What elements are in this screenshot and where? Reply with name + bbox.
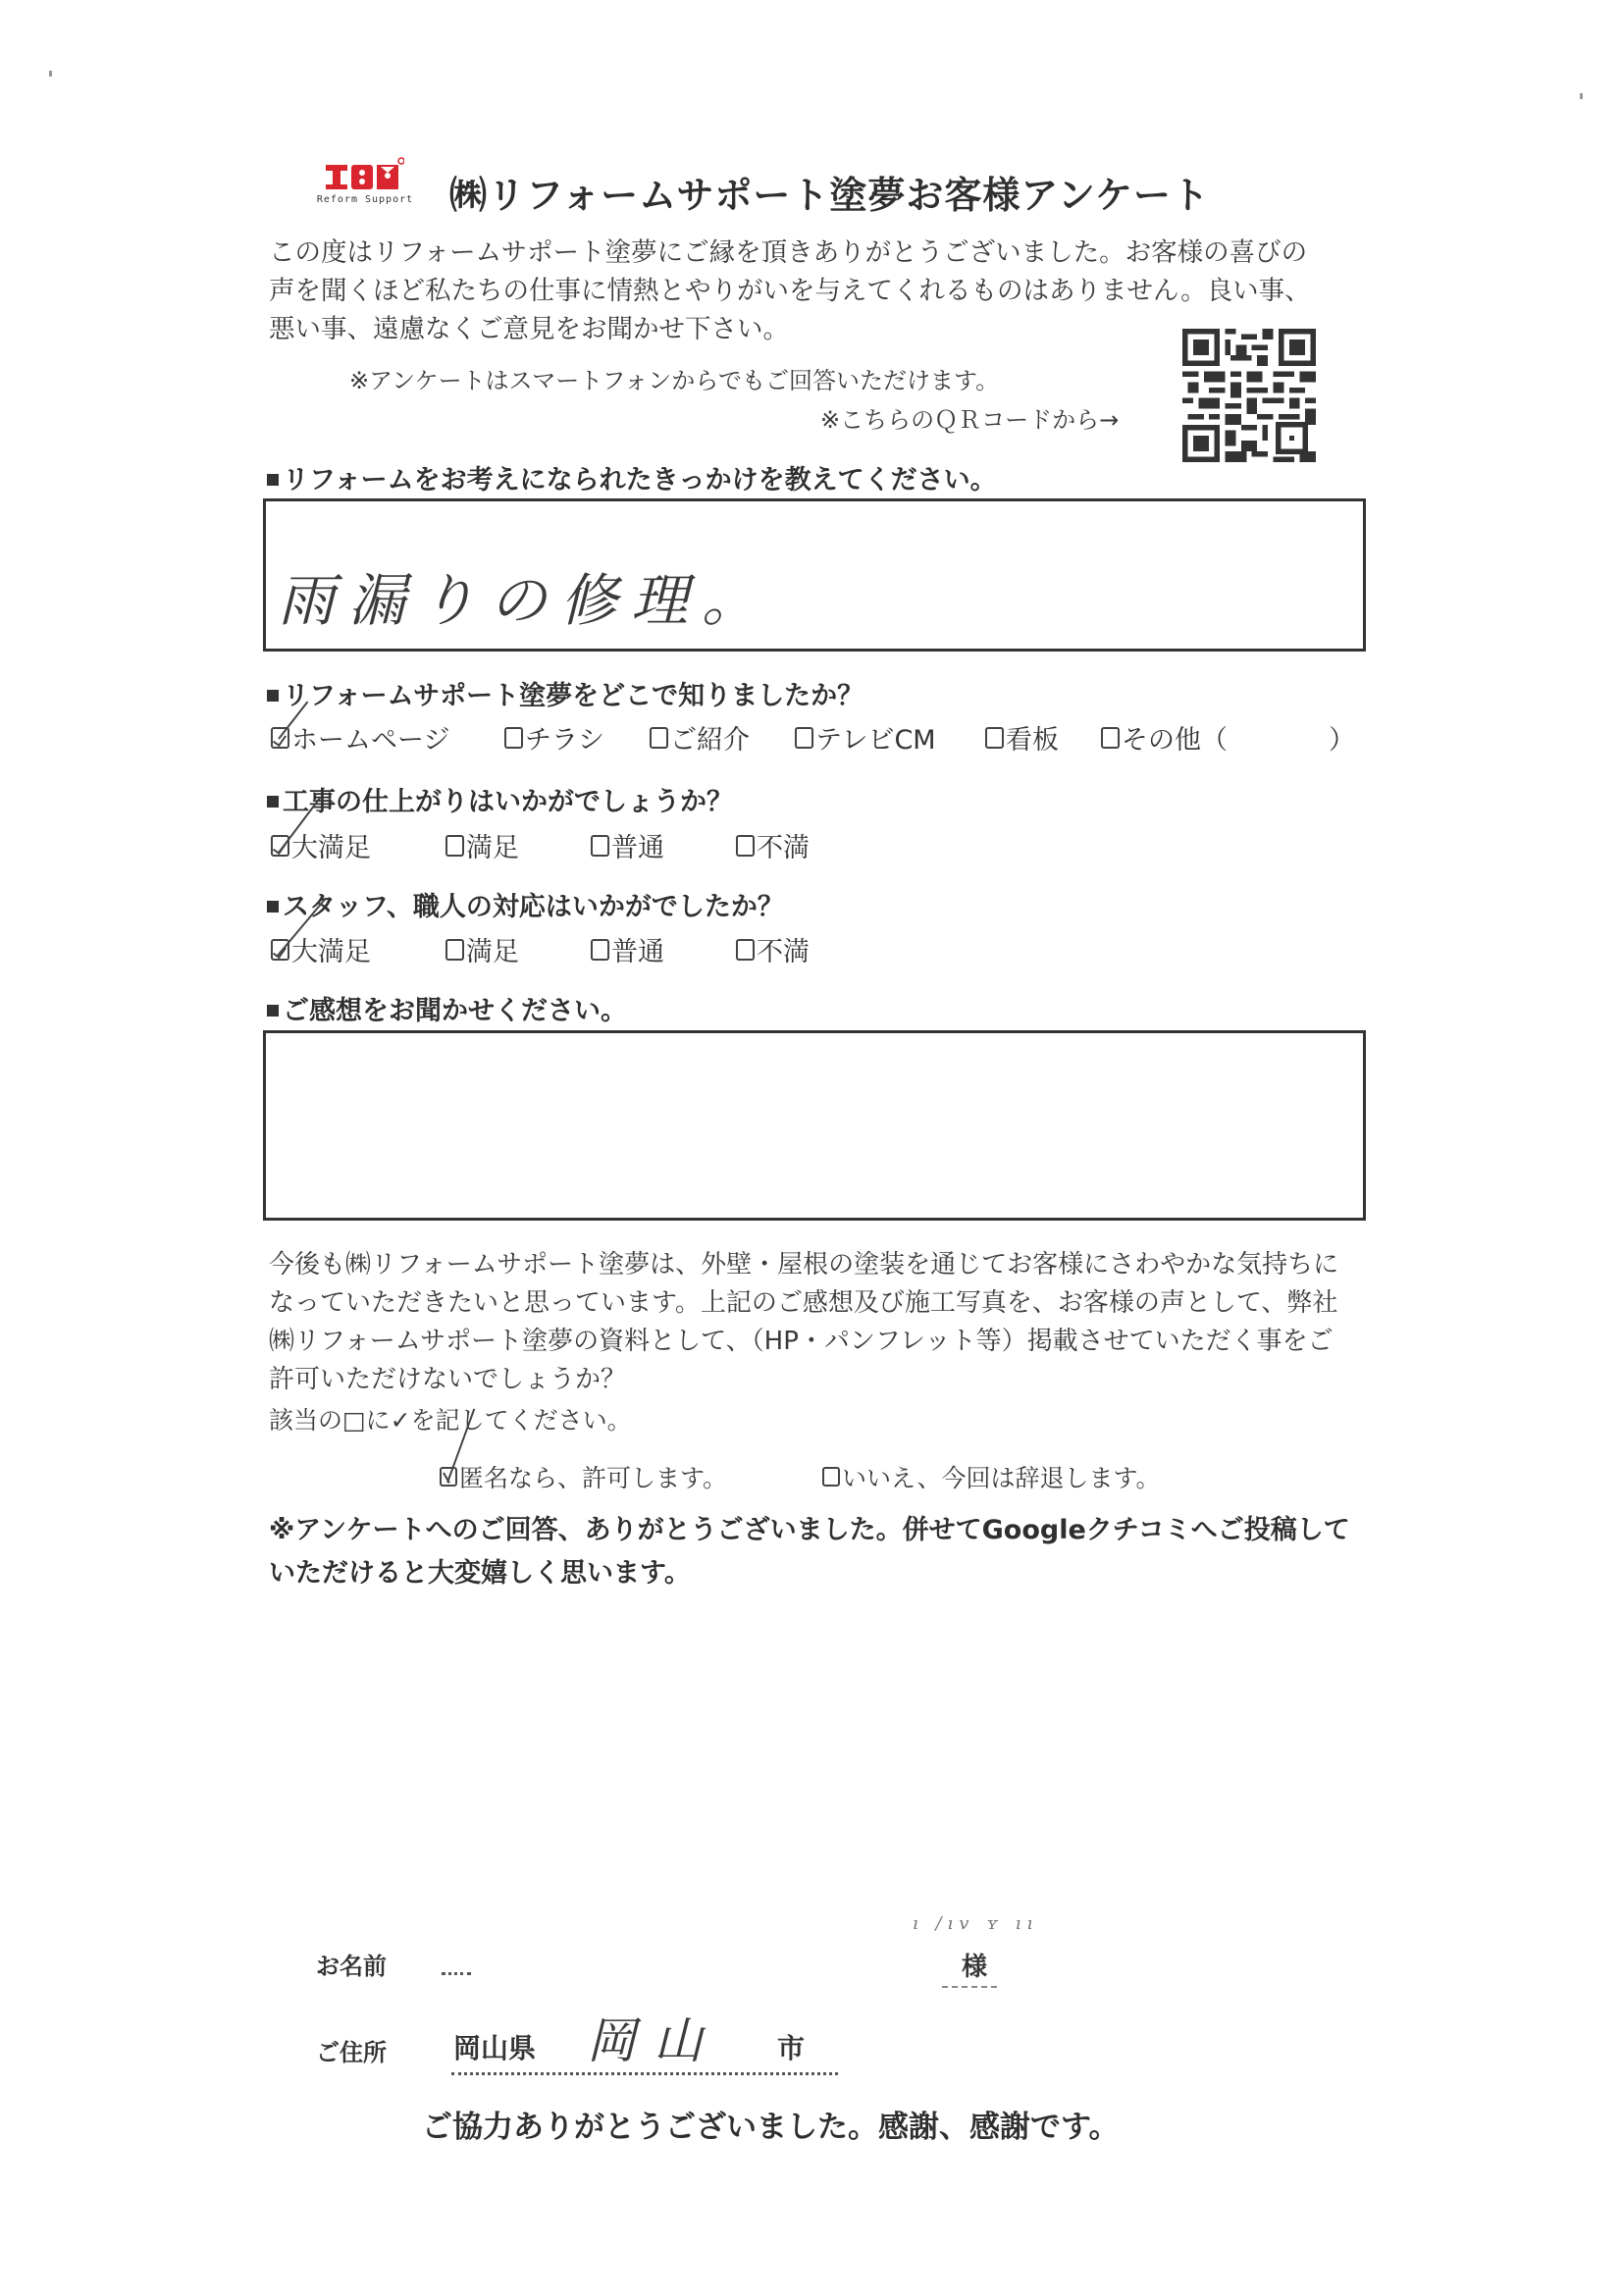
checkbox[interactable] — [445, 835, 464, 857]
q3-option-satisfied[interactable]: 満足 — [445, 826, 519, 864]
smartphone-note: ※アンケートはスマートフォンからでもご回答いただけます。 — [349, 367, 1000, 394]
q1-heading: リフォームをお考えになられたきっかけを教えてください。 — [267, 458, 997, 496]
address-prefecture: 岡山県 — [453, 2032, 537, 2064]
q2-options — [271, 718, 1370, 754]
checkbox[interactable] — [591, 939, 609, 961]
q4-options — [271, 930, 958, 965]
q5-answer-box[interactable] — [263, 1030, 1366, 1221]
footer-thanks: ご協力ありがとうございました。感謝、感謝です。 — [422, 2110, 1120, 2145]
address-underline — [451, 2072, 838, 2075]
checkbox[interactable] — [736, 939, 755, 961]
bullet-square-icon — [267, 901, 279, 913]
bullet-square-icon — [267, 1005, 279, 1017]
name-suffix-underline — [942, 1986, 997, 1988]
q2-option-flyer[interactable]: チラシ — [504, 718, 604, 757]
q5-heading: ご感想をお聞かせください。 — [267, 989, 627, 1027]
q2-option-tv-cm[interactable]: テレビCM — [795, 718, 936, 757]
checkbox[interactable] — [822, 1467, 840, 1487]
q4-option-average[interactable]: 普通 — [591, 930, 664, 968]
consent-instruction: 該当の□に✓を記してください。 — [269, 1406, 632, 1435]
q4-option-very-satisfied[interactable]: 大満足 — [271, 930, 371, 968]
q1-handwritten-answer: 雨漏りの修理。 — [278, 567, 773, 634]
q2-option-signboard[interactable]: 看板 — [985, 718, 1059, 757]
address-city-handwritten[interactable]: 岡山 — [587, 2012, 720, 2069]
q3-options — [271, 826, 958, 861]
qr-code-icon[interactable] — [1182, 329, 1316, 462]
address-label: ご住所 — [316, 2039, 387, 2066]
checkbox[interactable] — [591, 835, 609, 857]
checkbox[interactable] — [736, 835, 755, 857]
q4-heading: スタッフ、職人の対応はいかがでしたか？ — [267, 885, 784, 923]
checkbox[interactable] — [504, 727, 523, 749]
q2-option-referral[interactable]: ご紹介 — [650, 718, 750, 757]
bullet-square-icon — [267, 690, 279, 702]
checkbox[interactable] — [985, 727, 1004, 749]
address-city-suffix: 市 — [777, 2032, 806, 2064]
logo-text: Reform Support — [316, 194, 414, 205]
faint-handwriting-remnant: ı /ıv ʏ ıı — [913, 1913, 1039, 1934]
name-label: お名前 — [316, 1953, 387, 1980]
scan-speck — [1580, 93, 1583, 99]
checkbox[interactable] — [1101, 727, 1120, 749]
q1-answer-box[interactable] — [263, 498, 1366, 652]
q3-heading: 工事の仕上がりはいかがでしょうか？ — [267, 780, 733, 818]
bullet-square-icon — [267, 796, 279, 808]
logo-mark-icon — [324, 157, 404, 192]
page-title: ㈱リフォームサポート塗夢お客様アンケート — [449, 174, 1211, 217]
company-logo — [316, 157, 414, 216]
name-field[interactable] — [442, 1972, 471, 1975]
qr-note: ※こちらのＱＲコードから→ — [820, 406, 1120, 434]
q4-option-satisfied[interactable]: 満足 — [445, 930, 519, 968]
q3-option-very-satisfied[interactable]: 大満足 — [271, 826, 371, 864]
q3-option-dissatisfied[interactable]: 不満 — [736, 826, 810, 864]
name-underline — [442, 1972, 471, 1975]
consent-option-anonymous[interactable]: 匿名なら、許可します。 — [440, 1459, 727, 1494]
q2-option-homepage[interactable]: ホームページ — [271, 718, 449, 757]
scan-speck — [49, 71, 52, 77]
q4-option-dissatisfied[interactable]: 不満 — [736, 930, 810, 968]
q2-option-other[interactable]: その他（ — [1101, 718, 1228, 757]
q2-other-close-paren: ） — [1329, 725, 1355, 756]
checkbox[interactable] — [650, 727, 668, 749]
closing-note: ※アンケートへのご回答、ありがとうございました。併せてGoogleクチコミへご投稿していただけると大変嬉しく思います。 — [269, 1515, 1350, 1589]
consent-option-decline[interactable]: いいえ、今回は辞退します。 — [822, 1459, 1161, 1494]
checkbox-checked[interactable] — [271, 835, 289, 857]
intro-text: この度はリフォームサポート塗夢にご縁を頂きありがとうございました。お客様の喜びの声を聞くほど私たちの仕事に情熱とやりがいを与えてくれるものはありません。良い事、悪い事、遠慮なくご意見をお聞かせ下さい。 — [269, 237, 1311, 344]
q2-heading: リフォームサポート塗夢をどこで知りましたか？ — [267, 674, 863, 712]
checkbox[interactable] — [445, 939, 464, 961]
checkbox[interactable] — [795, 727, 813, 749]
consent-paragraph: 今後も㈱リフォームサポート塗夢は、外壁・屋根の塗装を通じてお客様にさわやかな気持ちになっていただきたいと思っています。上記のご感想及び施工写真を、お客様の声として、弊社㈱リフォームサポート塗夢の資料として、（HP・パンフレット等）掲載させていただく事をご許可いただけないでしょうか？ — [269, 1250, 1339, 1394]
name-suffix: 様 — [962, 1953, 988, 1982]
q3-option-average[interactable]: 普通 — [591, 826, 664, 864]
bullet-square-icon — [267, 474, 279, 486]
